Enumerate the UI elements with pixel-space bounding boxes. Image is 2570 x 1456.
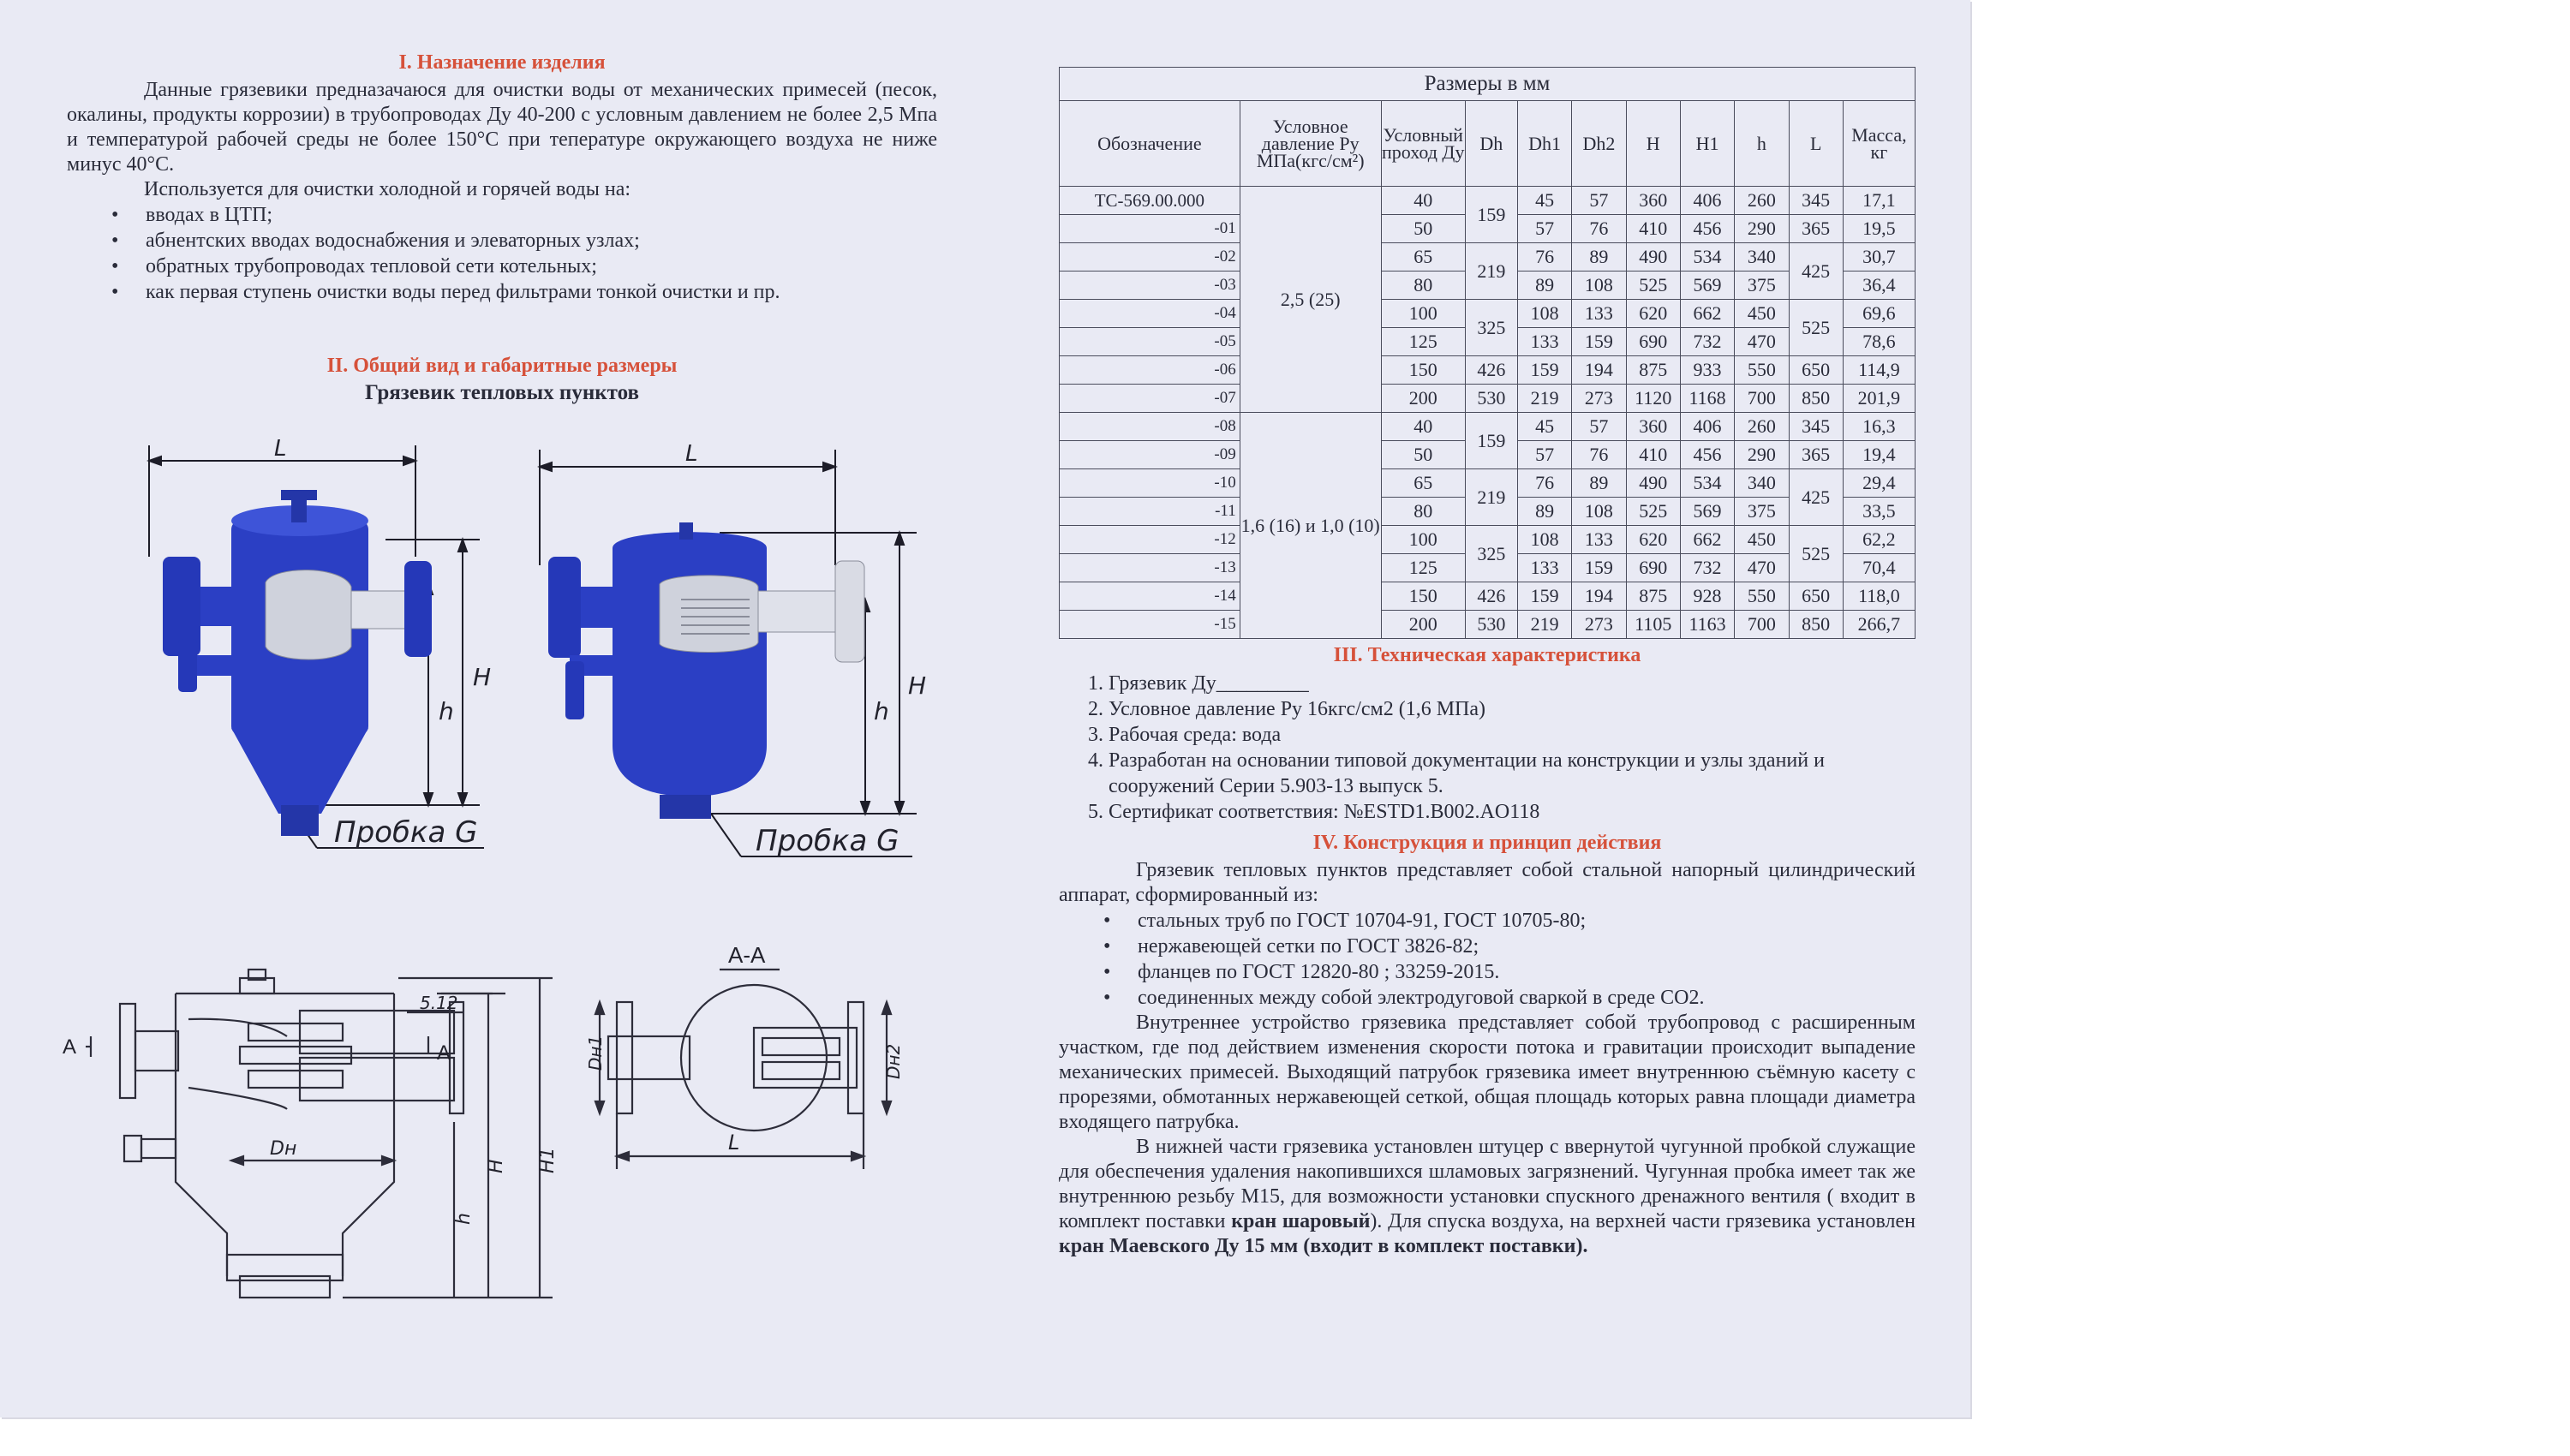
table-cell: 45 <box>1517 413 1571 441</box>
list-item: 4. Разработан на основании типовой документации на конструкции и узлы зданий и сооружений Серии 5.903-13 выпуск 5. <box>1109 748 1916 799</box>
table-cell: 219 <box>1465 469 1517 526</box>
table-caption: Размеры в мм <box>1060 68 1916 101</box>
col-header-designation: Обозначение <box>1060 101 1240 187</box>
col-header-pressure: Условное давление Ру МПа(кгс/см²) <box>1240 101 1381 187</box>
table-cell: 650 <box>1789 356 1843 385</box>
table-cell: 80 <box>1381 498 1465 526</box>
plug-label-2: Пробка G <box>756 824 900 858</box>
para3-text-c: ). Для спуска воздуха, на верхней части грязевика установлен <box>1370 1210 1916 1232</box>
table-cell: 345 <box>1789 413 1843 441</box>
table-cell: 108 <box>1517 300 1571 328</box>
table-cell: 875 <box>1626 582 1680 611</box>
table-cell: 426 <box>1465 582 1517 611</box>
list-item: • как первая ступень очистки воды перед фильтрами тонкой очистки и пр. <box>146 279 937 305</box>
plug-label: Пробка G <box>334 815 478 850</box>
table-row <box>1060 243 1916 272</box>
dim-L-tech: L <box>728 1131 740 1155</box>
table-cell: 33,5 <box>1843 498 1915 526</box>
table-cell: 1168 <box>1680 385 1734 413</box>
table-cell: 133 <box>1572 300 1626 328</box>
para3-text-a: В нижней части грязевика установлен штуцер с ввернутой чугунной пробкой служащие для обеспечения удаления накопившихся шламовых загрязнений. Чугунная пробка имеет так же внутреннюю резьбу М15, для возможности установки спускного дренажного вентиля ( входит в комплект поставки <box>1059 1136 1916 1232</box>
table-cell: 732 <box>1680 328 1734 356</box>
strainer-3d-view-2 <box>531 437 925 874</box>
table-cell: 260 <box>1735 187 1789 215</box>
table-row <box>1060 469 1916 498</box>
table-cell: 65 <box>1381 243 1465 272</box>
table-cell: 16,3 <box>1843 413 1915 441</box>
table-cell: -01 <box>1060 215 1240 243</box>
table-row <box>1060 385 1916 413</box>
table-cell: 76 <box>1572 215 1626 243</box>
section-mark-a-left: А <box>63 1035 77 1059</box>
strainer-body-2 <box>548 522 864 819</box>
table-cell: 266,7 <box>1843 611 1915 639</box>
table-cell: 525 <box>1789 300 1843 356</box>
table-cell: -05 <box>1060 328 1240 356</box>
section-aa-label: А-А <box>728 942 766 968</box>
table-cell: 1163 <box>1680 611 1734 639</box>
col-header-L: L <box>1789 101 1843 187</box>
dim-H1-tech: H1 <box>537 1147 559 1173</box>
table-cell: 57 <box>1572 413 1626 441</box>
dim-L-label: L <box>274 436 287 462</box>
table-cell: 114,9 <box>1843 356 1915 385</box>
table-cell: 118,0 <box>1843 582 1915 611</box>
section2-subtitle: Грязевик тепловых пунктов <box>365 381 639 404</box>
table-cell: 450 <box>1735 300 1789 328</box>
table-cell: 928 <box>1680 582 1734 611</box>
table-cell: -15 <box>1060 611 1240 639</box>
table-cell: 650 <box>1789 582 1843 611</box>
list-item: • фланцев по ГОСТ 12820-80 ; 33259-2015. <box>1138 959 1916 985</box>
strainer-body <box>163 490 432 836</box>
table-cell: 29,4 <box>1843 469 1915 498</box>
table-cell: 57 <box>1517 215 1571 243</box>
table-cell: 534 <box>1680 243 1734 272</box>
col-header-dh: Dh <box>1465 101 1517 187</box>
table-cell: 89 <box>1517 272 1571 300</box>
table-cell: 78,6 <box>1843 328 1915 356</box>
table-cell: 375 <box>1735 272 1789 300</box>
table-cell: 62,2 <box>1843 526 1915 554</box>
col-header-dh2: Dh2 <box>1572 101 1626 187</box>
table-cell: 360 <box>1626 413 1680 441</box>
table-cell: 200 <box>1381 611 1465 639</box>
table-cell: 50 <box>1381 441 1465 469</box>
table-cell: 530 <box>1465 611 1517 639</box>
dim-H-label-2: H <box>908 671 927 700</box>
dim-dn2-label: Dн2 <box>883 1043 904 1079</box>
table-cell: 159 <box>1465 413 1517 469</box>
table-cell: 150 <box>1381 582 1465 611</box>
table-cell: 345 <box>1789 187 1843 215</box>
table-cell: 470 <box>1735 554 1789 582</box>
table-cell: 290 <box>1735 215 1789 243</box>
weld-label: 5.12 <box>420 993 458 1013</box>
table-cell: 159 <box>1572 554 1626 582</box>
table-cell: 425 <box>1789 469 1843 526</box>
table-cell: -08 <box>1060 413 1240 441</box>
table-cell: 550 <box>1735 356 1789 385</box>
table-cell: 325 <box>1465 300 1517 356</box>
table-cell: 273 <box>1572 611 1626 639</box>
left-column <box>67 51 937 405</box>
table-cell: -06 <box>1060 356 1240 385</box>
table-cell: 569 <box>1680 498 1734 526</box>
table-cell: 700 <box>1735 385 1789 413</box>
table-cell: 159 <box>1517 582 1571 611</box>
list-item: 1. Грязевик Ду_________ <box>1109 671 1916 696</box>
table-cell: 620 <box>1626 526 1680 554</box>
table-cell: 76 <box>1572 441 1626 469</box>
table-cell: -12 <box>1060 526 1240 554</box>
table-cell: 80 <box>1381 272 1465 300</box>
table-cell: 40 <box>1381 413 1465 441</box>
table-cell: 662 <box>1680 526 1734 554</box>
strainer-3d-view-1 <box>137 437 523 865</box>
table-cell: 36,4 <box>1843 272 1915 300</box>
dim-H-tech: H <box>486 1159 507 1173</box>
table-cell: 40 <box>1381 187 1465 215</box>
list-item: • абнентских вводах водоснабжения и элеваторных узлах; <box>146 228 937 254</box>
table-cell: 159 <box>1517 356 1571 385</box>
list-item: • обратных трубопроводах тепловой сети котельных; <box>146 254 937 279</box>
table-cell: 159 <box>1572 328 1626 356</box>
table-cell: 450 <box>1735 526 1789 554</box>
table-cell: 76 <box>1517 243 1571 272</box>
table-row <box>1060 582 1916 611</box>
table-cell: -04 <box>1060 300 1240 328</box>
dim-h-label-2: h <box>874 697 889 725</box>
table-cell: 57 <box>1517 441 1571 469</box>
table-cell: 70,4 <box>1843 554 1915 582</box>
table-cell: 159 <box>1465 187 1517 243</box>
table-cell: 410 <box>1626 441 1680 469</box>
dim-H-label: H <box>473 663 492 691</box>
table-row <box>1060 611 1916 639</box>
table-cell: 57 <box>1572 187 1626 215</box>
dim-h-tech: h <box>453 1213 475 1225</box>
list-item: 2. Условное давление Ру 16кгс/см2 (1,6 МПа) <box>1109 696 1916 722</box>
table-cell: 732 <box>1680 554 1734 582</box>
uses-list <box>67 202 937 305</box>
section2-title: II. Общий вид и габаритные размеры <box>326 355 678 377</box>
list-item: • вводах в ЦТП; <box>146 202 937 228</box>
table-cell: 100 <box>1381 300 1465 328</box>
table-cell: 69,6 <box>1843 300 1915 328</box>
dim-L-label-2: L <box>685 441 698 467</box>
col-header-h: h <box>1735 101 1789 187</box>
table-cell: 525 <box>1626 272 1680 300</box>
table-cell: 133 <box>1517 328 1571 356</box>
table-cell: 260 <box>1735 413 1789 441</box>
table-cell: 89 <box>1572 243 1626 272</box>
table-cell: 194 <box>1572 356 1626 385</box>
col-header-H: H <box>1626 101 1680 187</box>
table-cell: 490 <box>1626 469 1680 498</box>
table-cell: 1105 <box>1626 611 1680 639</box>
table-cell: 406 <box>1680 413 1734 441</box>
table-cell: -10 <box>1060 469 1240 498</box>
table-cell: 89 <box>1572 469 1626 498</box>
table-cell: 325 <box>1465 526 1517 582</box>
table-cell: 410 <box>1626 215 1680 243</box>
col-header-dy: Условный проход Ду <box>1381 101 1465 187</box>
table-cell: 850 <box>1789 385 1843 413</box>
table-cell: 456 <box>1680 441 1734 469</box>
table-cell: 219 <box>1517 385 1571 413</box>
table-row <box>1060 413 1916 441</box>
col-header-H1: H1 <box>1680 101 1734 187</box>
section-aa-drawing <box>585 942 951 1199</box>
table-cell: 76 <box>1517 469 1571 498</box>
col-header-mass: Масса, кг <box>1843 101 1915 187</box>
table-cell: 456 <box>1680 215 1734 243</box>
table-cell: 45 <box>1517 187 1571 215</box>
list-item: 3. Рабочая среда: вода <box>1109 722 1916 748</box>
table-cell: 219 <box>1465 243 1517 300</box>
section4-para3 <box>1059 1135 1916 1259</box>
table-cell: 340 <box>1735 469 1789 498</box>
section-drawing <box>60 968 574 1310</box>
table-cell: 550 <box>1735 582 1789 611</box>
dim-dn-label: Dн <box>270 1138 297 1160</box>
table-row <box>1060 300 1916 328</box>
section1-para1: Данные грязевики предназачаюся для очистки воды от механических примесей (песок, окалины, продукты коррозии) в трубопроводах Ду 40-200 с условным давлением не более 2,5 Мпа и температурой рабочей среды не более 150°С при тепературе окружающего воздуха не ниже минус 40°С. <box>67 79 937 176</box>
table-cell: 340 <box>1735 243 1789 272</box>
table-cell: 875 <box>1626 356 1680 385</box>
table-cell: 662 <box>1680 300 1734 328</box>
table-cell: 19,4 <box>1843 441 1915 469</box>
table-cell: 525 <box>1626 498 1680 526</box>
table-cell: 530 <box>1465 385 1517 413</box>
para3-bold-b: кран шаровый <box>1231 1210 1371 1232</box>
table-cell: 200 <box>1381 385 1465 413</box>
table-cell: 490 <box>1626 243 1680 272</box>
table-cell: 125 <box>1381 328 1465 356</box>
list-item: • соединенных между собой электродуговой сваркой в среде СО2. <box>1138 985 1916 1011</box>
table-cell: 569 <box>1680 272 1734 300</box>
table-cell: 365 <box>1789 441 1843 469</box>
table-cell: 525 <box>1789 526 1843 582</box>
table-cell: 360 <box>1626 187 1680 215</box>
table-cell: 426 <box>1465 356 1517 385</box>
table-cell: -03 <box>1060 272 1240 300</box>
table-cell: -14 <box>1060 582 1240 611</box>
table-row <box>1060 187 1916 215</box>
table-cell: -13 <box>1060 554 1240 582</box>
table-cell: 2,5 (25) <box>1240 187 1381 413</box>
table-cell: -09 <box>1060 441 1240 469</box>
table-cell: 100 <box>1381 526 1465 554</box>
table-cell: 194 <box>1572 582 1626 611</box>
dim-h-label: h <box>439 697 454 725</box>
table-cell: 534 <box>1680 469 1734 498</box>
col-header-dh1: Dh1 <box>1517 101 1571 187</box>
para3-bold-d: кран Маевского Ду 15 мм (входит в комплект поставки). <box>1059 1235 1588 1257</box>
table-cell: 89 <box>1517 498 1571 526</box>
table-cell: 470 <box>1735 328 1789 356</box>
table-cell: 133 <box>1572 526 1626 554</box>
section4-para1: Грязевик тепловых пунктов представляет собой стальной напорный цилиндрический аппарат, сформированный из: <box>1059 859 1916 906</box>
list-item: 5. Сертификат соответствия: №ESTD1.B002.AO118 <box>1109 799 1916 825</box>
section1-para2: Используется для очистки холодной и горячей воды на: <box>144 178 631 200</box>
table-cell: 375 <box>1735 498 1789 526</box>
section4-para2: Внутреннее устройство грязевика представляет собой трубопровод с расширенным участком, где под действием изменения скорости потока и гравитации происходит выпадение механических примесей. Выходящий патрубок грязевика имеет внутреннюю съёмную касету с прорезями, обмотанных нержавеющей сеткой, общая площадь которых равна площади диаметра входящего патрубка. <box>1059 1011 1916 1133</box>
table-cell: 290 <box>1735 441 1789 469</box>
right-column <box>1059 67 1916 1259</box>
section3-title: III. Техническая характеристика <box>1333 644 1641 666</box>
table-cell: 219 <box>1517 611 1571 639</box>
table-cell: ТС-569.00.000 <box>1060 187 1240 215</box>
table-cell: 1120 <box>1626 385 1680 413</box>
section-mark-a-right: А <box>437 1041 451 1065</box>
table-cell: 133 <box>1517 554 1571 582</box>
table-cell: 17,1 <box>1843 187 1915 215</box>
tech-list <box>1059 671 1916 825</box>
table-cell: 125 <box>1381 554 1465 582</box>
section4-title: IV. Конструкция и принцип действия <box>1312 832 1662 854</box>
table-cell: 108 <box>1517 526 1571 554</box>
table-cell: -07 <box>1060 385 1240 413</box>
table-cell: 933 <box>1680 356 1734 385</box>
table-row <box>1060 356 1916 385</box>
table-cell: 690 <box>1626 554 1680 582</box>
list-item: • стальных труб по ГОСТ 10704-91, ГОСТ 10705-80; <box>1138 908 1916 934</box>
table-cell: 365 <box>1789 215 1843 243</box>
table-cell: 1,6 (16) и 1,0 (10) <box>1240 413 1381 639</box>
table-cell: 65 <box>1381 469 1465 498</box>
table-row <box>1060 526 1916 554</box>
table-cell: 700 <box>1735 611 1789 639</box>
dim-dn1-label: Dн1 <box>585 1035 606 1071</box>
table-cell: -02 <box>1060 243 1240 272</box>
table-cell: 108 <box>1572 498 1626 526</box>
table-cell: 108 <box>1572 272 1626 300</box>
table-cell: 50 <box>1381 215 1465 243</box>
table-cell: 690 <box>1626 328 1680 356</box>
table-cell: 19,5 <box>1843 215 1915 243</box>
dimensions-table <box>1059 67 1916 639</box>
table-cell: 30,7 <box>1843 243 1915 272</box>
list-item: • нержавеющей сетки по ГОСТ 3826-82; <box>1138 934 1916 959</box>
table-cell: 850 <box>1789 611 1843 639</box>
table-cell: 273 <box>1572 385 1626 413</box>
table-cell: 406 <box>1680 187 1734 215</box>
table-cell: 201,9 <box>1843 385 1915 413</box>
section1-title: I. Назначение изделия <box>398 51 606 74</box>
table-cell: 150 <box>1381 356 1465 385</box>
table-cell: 620 <box>1626 300 1680 328</box>
table-cell: 425 <box>1789 243 1843 300</box>
parts-list <box>1059 908 1916 1011</box>
table-cell: -11 <box>1060 498 1240 526</box>
